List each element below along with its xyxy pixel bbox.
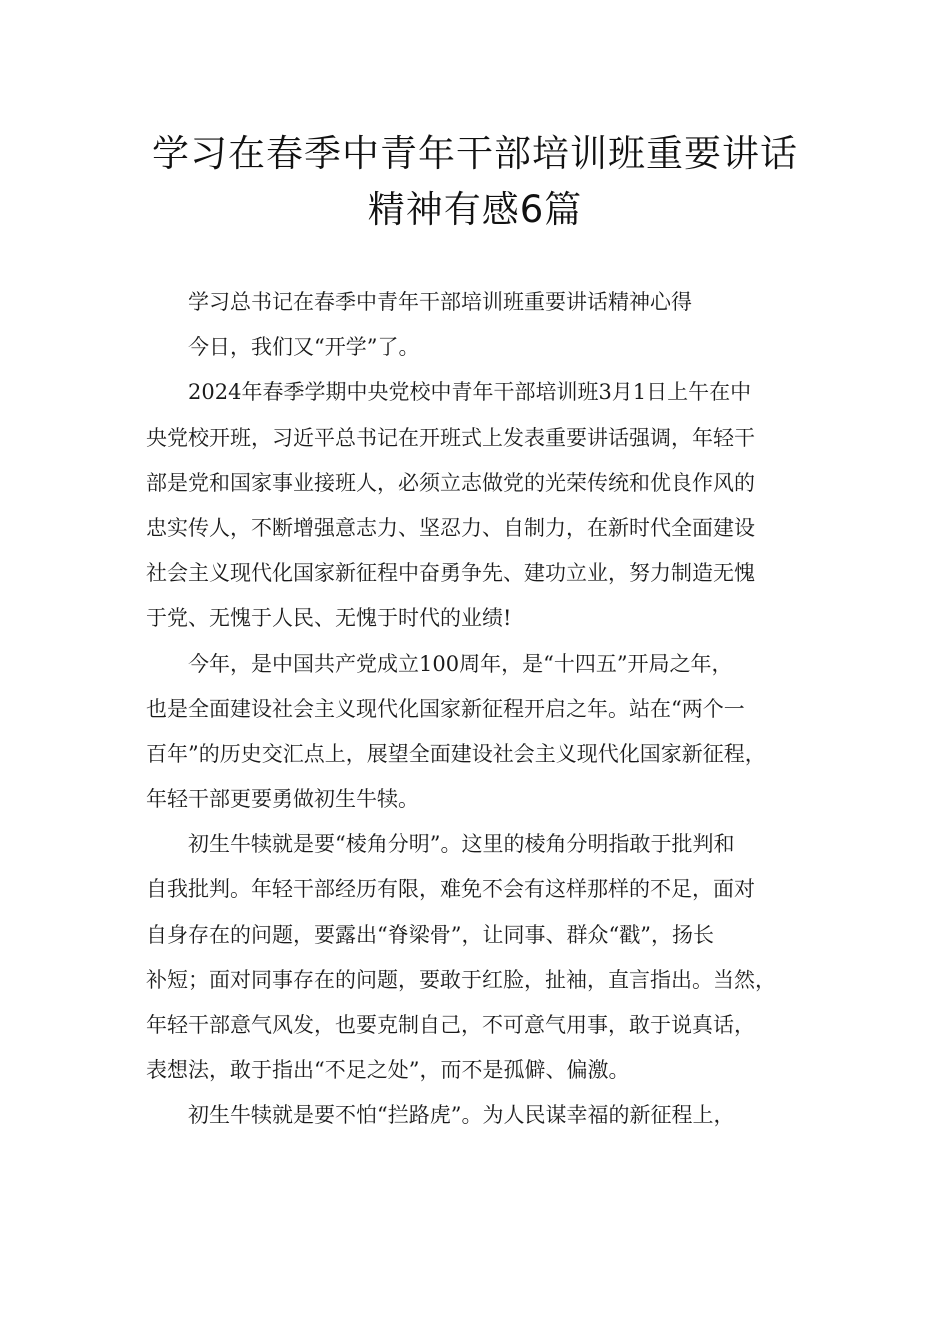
paragraph-line: 学习总书记在春季中青年干部培训班重要讲话精神心得	[188, 290, 692, 314]
paragraph-line: 央党校开班，习近平总书记在开班式上发表重要讲话强调，年轻干	[146, 425, 755, 450]
document-title	[100, 126, 850, 238]
paragraph-point-one	[146, 822, 826, 1093]
paragraph-line: 部是党和国家事业接班人，必须立志做党的光荣传统和优良作风的	[146, 470, 755, 495]
paragraph-line: 自身存在的问题，要露出“脊梁骨”，让同事、群众“戳”，扬长	[146, 922, 714, 947]
paragraph-line: 表想法，敢于指出“不足之处”，而不是孤僻、偏激。	[146, 1058, 630, 1083]
paragraph-line: 初生牛犊就是要不怕“拦路虎”。为人民谋幸福的新征程上，	[188, 1103, 735, 1128]
paragraph-line: 百年”的历史交汇点上，展望全面建设社会主义现代化国家新征程，	[146, 741, 766, 766]
paragraph-line: 自我批判。年轻干部经历有限，难免不会有这样那样的不足，面对	[146, 877, 755, 902]
paragraph-line: 2024年春季学期中央党校中青年干部培训班3月1日上午在中	[188, 380, 752, 405]
paragraph-news	[146, 370, 826, 641]
paragraph-context	[146, 642, 826, 823]
paragraph-line: 今日，我们又“开学”了。	[188, 335, 420, 360]
title-line: 精神有感6篇	[367, 188, 583, 231]
paragraph-line: 补短；面对同事存在的问题，要敢于红脸，扯袖，直言指出。当然，	[146, 967, 776, 992]
title-line: 学习在春季中青年干部培训班重要讲话	[152, 132, 798, 175]
paragraph-opening	[146, 325, 826, 370]
paragraph-line: 于党、无愧于人民、无愧于时代的业绩!	[146, 606, 512, 631]
paragraph-line: 年轻干部更要勇做初生牛犊。	[146, 787, 419, 812]
paragraph-line: 忠实传人，不断增强意志力、坚忍力、自制力，在新时代全面建设	[146, 515, 755, 540]
paragraph-line: 年轻干部意气风发，也要克制自己，不可意气用事，敢于说真话，	[146, 1013, 755, 1037]
paragraph-line: 社会主义现代化国家新征程中奋勇争先、建功立业，努力制造无愧	[146, 561, 755, 586]
paragraph-line: 也是全面建设社会主义现代化国家新征程开启之年。站在“两个一	[146, 696, 745, 721]
paragraph-line: 初生牛犊就是要“棱角分明”。这里的棱角分明指敢于批判和	[188, 832, 735, 857]
document-body	[146, 280, 826, 1139]
paragraph-line: 今年，是中国共产党成立100周年，是“十四五”开局之年，	[188, 651, 733, 676]
paragraph-point-two	[146, 1093, 826, 1138]
paragraph-subtitle	[146, 280, 826, 325]
